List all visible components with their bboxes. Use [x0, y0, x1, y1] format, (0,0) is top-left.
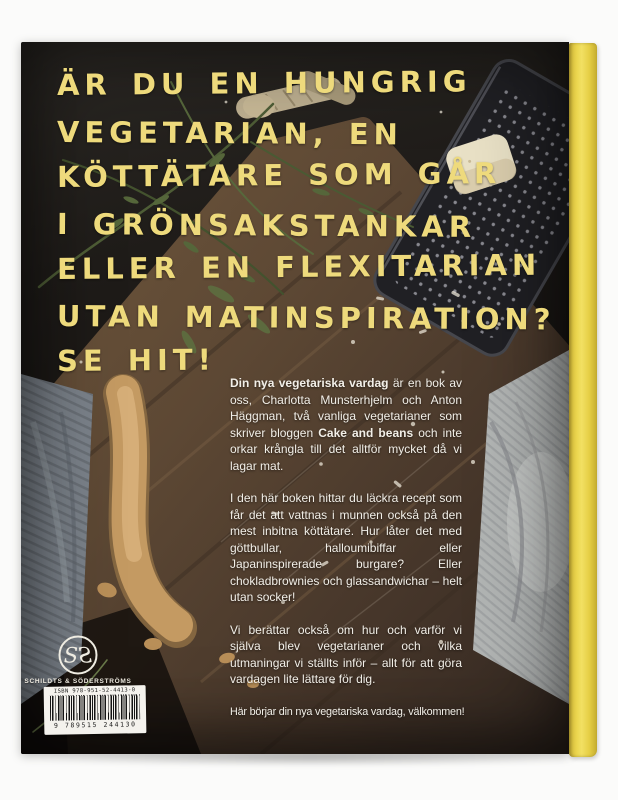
blurb-text: och inte orkar krångla till det alltför mycket då vi lagar mat. [230, 425, 462, 473]
blurb-paragraph-3: Vi berättar också om hur och varför vi själva blev vegetarianer och vilka utmaningar vi ställts inför – allt för att göra vardagen lite lättare för dig. [230, 622, 462, 686]
book-title-mention: Din nya vegetariska vardag [230, 376, 389, 390]
svg-text:S: S [63, 643, 79, 668]
headline [57, 62, 556, 384]
svg-text:S: S [77, 643, 93, 668]
headline-line: SE HIT! [56, 342, 217, 378]
blog-name-mention: Cake and beans [318, 425, 414, 440]
publisher-logo [21, 634, 135, 685]
blurb-paragraph-2: I den här boken hittar du läckra recept som får det att vattnas i munnen också på den mest inbitna köttätare. Hur låter det med göttbullar, halloumibiffar eller Japaninspirerade burgare? Eller chokladbrownies och glassandwichar – helt utan socker! [230, 491, 462, 604]
headline-line: UTAN MATINSPIRATION? [56, 299, 556, 337]
isbn-label: ISBN 978-951-52-4413-0 [53, 687, 136, 695]
headline-line: ÄR DU EN HUNGRIG [56, 64, 472, 102]
headline-line: KÖTTÄTARE SOM GÅR [56, 156, 502, 194]
headline-line: I GRÖNSAKSTANKAR [56, 207, 477, 244]
barcode-digits: 9 789515 244130 [53, 720, 137, 730]
blurb-closing-line: Här börjar din nya vegetariska vardag, välkommen! [230, 705, 465, 718]
book-back-cover [21, 42, 597, 754]
barcode [44, 685, 147, 735]
cover-photo-area [21, 42, 569, 754]
barcode-bars [50, 694, 140, 721]
headline-line: ELLER EN FLEXITARIAN [56, 247, 542, 286]
blurb-text: är en bok av oss, Charlotta Munsterhjelm och Anton Häggman, två vanliga vegetarianer som skriver bloggen [230, 376, 462, 440]
blurb-paragraph-1 [230, 375, 462, 474]
book-spine [569, 43, 597, 757]
back-cover-blurb [230, 375, 465, 720]
ss-monogram-icon [57, 634, 99, 676]
headline-line: VEGETARIAN, EN [56, 115, 403, 152]
publisher-name: SCHILDTS & SÖDERSTRÖMS [24, 678, 132, 685]
